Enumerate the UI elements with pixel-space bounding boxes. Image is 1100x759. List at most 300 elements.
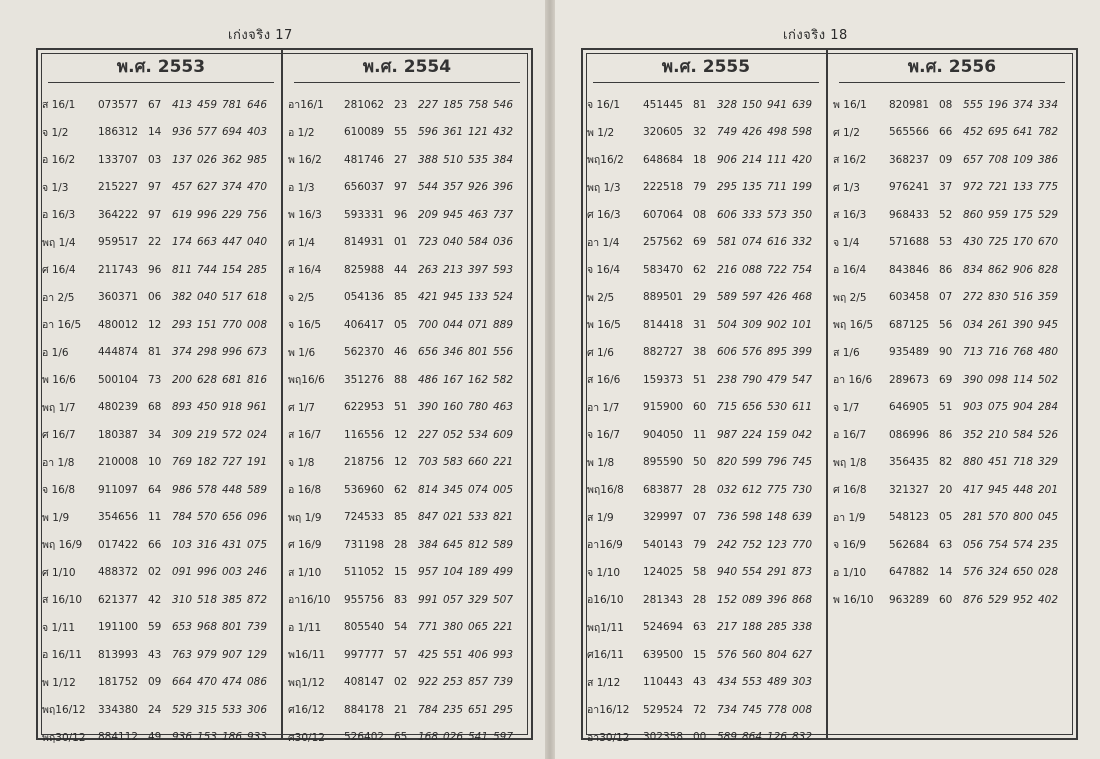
number-3-c: 489 bbox=[767, 676, 788, 689]
draw-date: จ 1/11 bbox=[42, 621, 76, 634]
number-3-c: 541 bbox=[468, 731, 489, 744]
table-row bbox=[42, 146, 280, 174]
number-3-d: 396 bbox=[493, 181, 514, 194]
number-3-b: 754 bbox=[988, 538, 1009, 551]
last-two-digits: 14 bbox=[148, 126, 162, 139]
first-prize: 054136 bbox=[344, 291, 385, 304]
last-two-digits: 83 bbox=[394, 593, 408, 606]
draw-date: อ 16/11 bbox=[42, 649, 82, 662]
draw-date: อ 16/7 bbox=[833, 429, 867, 442]
first-prize: 647882 bbox=[889, 566, 930, 579]
number-3-b: 026 bbox=[197, 153, 218, 166]
number-3-b: 663 bbox=[197, 236, 218, 249]
number-3-c: 533 bbox=[468, 511, 489, 524]
number-3-b: 135 bbox=[742, 181, 763, 194]
number-3-d: 828 bbox=[1038, 263, 1059, 276]
draw-date: ศ 1/2 bbox=[833, 126, 860, 139]
number-3-b: 583 bbox=[443, 456, 464, 469]
table-row bbox=[833, 284, 1071, 312]
last-two-digits: 06 bbox=[148, 291, 162, 304]
number-3-c: 727 bbox=[222, 456, 243, 469]
number-3-b: 708 bbox=[988, 153, 1009, 166]
first-prize: 360371 bbox=[98, 291, 139, 304]
number-3-c: 534 bbox=[468, 428, 489, 441]
first-prize: 687125 bbox=[889, 318, 930, 331]
number-3-d: 359 bbox=[1038, 291, 1059, 304]
number-3-d: 737 bbox=[493, 208, 514, 221]
table-row bbox=[833, 504, 1071, 532]
number-3-a: 293 bbox=[172, 318, 193, 331]
number-3-d: 295 bbox=[493, 703, 514, 716]
number-3-c: 074 bbox=[468, 483, 489, 496]
first-prize: 656037 bbox=[344, 181, 385, 194]
year-title: พ.ศ. 2555 bbox=[593, 50, 819, 83]
number-3-a: 034 bbox=[963, 318, 984, 331]
number-3-d: 191 bbox=[247, 456, 268, 469]
number-3-c: 121 bbox=[468, 126, 489, 139]
number-3-b: 612 bbox=[742, 483, 763, 496]
number-3-a: 736 bbox=[717, 511, 738, 524]
first-prize: 354656 bbox=[98, 511, 139, 524]
table-row bbox=[288, 284, 526, 312]
number-3-a: 991 bbox=[418, 593, 439, 606]
number-3-c: 109 bbox=[1013, 153, 1034, 166]
draw-date: ศ16/11 bbox=[587, 649, 624, 662]
number-3-c: 175 bbox=[1013, 208, 1034, 221]
number-3-a: 656 bbox=[418, 346, 439, 359]
number-3-a: 581 bbox=[717, 236, 738, 249]
number-3-c: 431 bbox=[222, 538, 243, 551]
number-3-a: 876 bbox=[963, 593, 984, 606]
last-two-digits: 62 bbox=[394, 483, 408, 496]
last-two-digits: 66 bbox=[148, 538, 162, 551]
first-prize: 959517 bbox=[98, 236, 139, 249]
table-row bbox=[587, 201, 825, 229]
number-3-b: 470 bbox=[197, 676, 218, 689]
table-row bbox=[587, 394, 825, 422]
number-3-a: 486 bbox=[418, 373, 439, 386]
draw-date: จ 16/4 bbox=[587, 264, 621, 277]
first-prize: 215227 bbox=[98, 181, 139, 194]
number-3-c: 535 bbox=[468, 153, 489, 166]
table-row bbox=[833, 531, 1071, 559]
table-row bbox=[833, 586, 1071, 614]
number-3-a: 168 bbox=[418, 731, 439, 744]
number-3-c: 768 bbox=[1013, 346, 1034, 359]
draw-date: ศ16/12 bbox=[288, 704, 325, 717]
number-3-d: 480 bbox=[1038, 346, 1059, 359]
last-two-digits: 53 bbox=[939, 236, 953, 249]
number-3-b: 333 bbox=[742, 208, 763, 221]
table-row bbox=[42, 256, 280, 284]
first-prize: 480012 bbox=[98, 318, 139, 331]
first-prize: 524694 bbox=[643, 621, 684, 634]
number-3-a: 619 bbox=[172, 208, 193, 221]
number-3-a: 936 bbox=[172, 126, 193, 139]
table-row bbox=[42, 696, 280, 724]
draw-date: อา 1/9 bbox=[833, 511, 866, 524]
number-3-d: 502 bbox=[1038, 373, 1059, 386]
table-row bbox=[833, 366, 1071, 394]
number-3-c: 660 bbox=[468, 456, 489, 469]
number-3-b: 315 bbox=[197, 703, 218, 716]
number-3-b: 098 bbox=[988, 373, 1009, 386]
table-row bbox=[833, 146, 1071, 174]
number-3-a: 906 bbox=[717, 153, 738, 166]
number-3-b: 261 bbox=[988, 318, 1009, 331]
number-3-b: 075 bbox=[988, 401, 1009, 414]
number-3-c: 770 bbox=[222, 318, 243, 331]
draw-date: จ 1/10 bbox=[587, 566, 621, 579]
table-row bbox=[288, 669, 526, 697]
number-3-d: 284 bbox=[1038, 401, 1059, 414]
number-3-b: 945 bbox=[443, 291, 464, 304]
first-prize: 895590 bbox=[643, 456, 684, 469]
number-3-b: 153 bbox=[197, 731, 218, 744]
table-row bbox=[833, 201, 1071, 229]
lottery-table-frame bbox=[581, 48, 1078, 744]
number-3-d: 589 bbox=[247, 483, 268, 496]
number-3-d: 042 bbox=[792, 428, 813, 441]
number-3-c: 718 bbox=[1013, 456, 1034, 469]
number-3-d: 529 bbox=[1038, 208, 1059, 221]
number-3-d: 770 bbox=[792, 538, 813, 551]
result-rows bbox=[833, 83, 1071, 614]
table-row bbox=[288, 586, 526, 614]
number-3-d: 873 bbox=[792, 566, 813, 579]
number-3-a: 209 bbox=[418, 208, 439, 221]
number-3-d: 739 bbox=[493, 676, 514, 689]
table-row bbox=[42, 394, 280, 422]
number-3-d: 730 bbox=[792, 483, 813, 496]
number-3-d: 993 bbox=[493, 648, 514, 661]
number-3-b: 695 bbox=[988, 126, 1009, 139]
draw-date: ส 16/6 bbox=[587, 374, 621, 387]
number-3-c: 906 bbox=[1013, 263, 1034, 276]
number-3-b: 598 bbox=[742, 511, 763, 524]
table-row bbox=[833, 476, 1071, 504]
number-3-d: 593 bbox=[493, 263, 514, 276]
number-3-d: 334 bbox=[1038, 98, 1059, 111]
table-row bbox=[587, 91, 825, 119]
result-rows bbox=[587, 83, 825, 751]
first-prize: 882727 bbox=[643, 346, 684, 359]
number-3-a: 860 bbox=[963, 208, 984, 221]
number-3-c: 362 bbox=[222, 153, 243, 166]
last-two-digits: 68 bbox=[148, 401, 162, 414]
number-3-a: 137 bbox=[172, 153, 193, 166]
last-two-digits: 12 bbox=[394, 428, 408, 441]
number-3-b: 553 bbox=[742, 676, 763, 689]
number-3-d: 872 bbox=[247, 593, 268, 606]
first-prize: 648684 bbox=[643, 153, 684, 166]
last-two-digits: 05 bbox=[939, 511, 953, 524]
last-two-digits: 60 bbox=[939, 593, 953, 606]
number-3-b: 721 bbox=[988, 181, 1009, 194]
number-3-b: 182 bbox=[197, 456, 218, 469]
number-3-b: 357 bbox=[443, 181, 464, 194]
last-two-digits: 50 bbox=[693, 456, 707, 469]
first-prize: 218756 bbox=[344, 456, 385, 469]
first-prize: 884178 bbox=[344, 703, 385, 716]
table-row bbox=[288, 91, 526, 119]
first-prize: 813993 bbox=[98, 648, 139, 661]
last-two-digits: 69 bbox=[693, 236, 707, 249]
draw-date: ศ 16/4 bbox=[42, 264, 76, 277]
draw-date: อา 1/7 bbox=[587, 401, 620, 414]
number-3-b: 752 bbox=[742, 538, 763, 551]
draw-date: ศ 16/3 bbox=[587, 209, 621, 222]
number-3-a: 814 bbox=[418, 483, 439, 496]
number-3-a: 834 bbox=[963, 263, 984, 276]
number-3-c: 781 bbox=[222, 98, 243, 111]
last-two-digits: 97 bbox=[148, 208, 162, 221]
number-3-a: 713 bbox=[963, 346, 984, 359]
number-3-a: 987 bbox=[717, 428, 738, 441]
number-3-a: 529 bbox=[172, 703, 193, 716]
number-3-a: 903 bbox=[963, 401, 984, 414]
table-row bbox=[587, 476, 825, 504]
number-3-c: 895 bbox=[767, 346, 788, 359]
number-3-d: 024 bbox=[247, 428, 268, 441]
number-3-b: 627 bbox=[197, 181, 218, 194]
first-prize: 583470 bbox=[643, 263, 684, 276]
number-3-b: 021 bbox=[443, 511, 464, 524]
number-3-c: 154 bbox=[222, 263, 243, 276]
last-two-digits: 14 bbox=[939, 566, 953, 579]
number-3-b: 040 bbox=[197, 291, 218, 304]
number-3-c: 448 bbox=[222, 483, 243, 496]
number-3-b: 945 bbox=[443, 208, 464, 221]
number-3-d: 961 bbox=[247, 401, 268, 414]
first-prize: 222518 bbox=[643, 181, 684, 194]
table-row bbox=[587, 339, 825, 367]
draw-date: อา 1/8 bbox=[42, 456, 75, 469]
first-prize: 997777 bbox=[344, 648, 385, 661]
last-two-digits: 10 bbox=[148, 456, 162, 469]
number-3-c: 801 bbox=[468, 346, 489, 359]
number-3-b: 224 bbox=[742, 428, 763, 441]
table-row bbox=[42, 559, 280, 587]
first-prize: 562370 bbox=[344, 346, 385, 359]
last-two-digits: 49 bbox=[148, 731, 162, 744]
first-prize: 320605 bbox=[643, 126, 684, 139]
draw-date: อ 16/2 bbox=[42, 154, 76, 167]
last-two-digits: 02 bbox=[394, 676, 408, 689]
last-two-digits: 63 bbox=[939, 538, 953, 551]
number-3-d: 524 bbox=[493, 291, 514, 304]
number-3-c: 159 bbox=[767, 428, 788, 441]
number-3-c: 123 bbox=[767, 538, 788, 551]
number-3-d: 235 bbox=[1038, 538, 1059, 551]
table-row bbox=[42, 91, 280, 119]
number-3-d: 221 bbox=[493, 456, 514, 469]
column-divider bbox=[826, 50, 828, 738]
number-3-c: 857 bbox=[468, 676, 489, 689]
number-3-a: 657 bbox=[963, 153, 984, 166]
last-two-digits: 09 bbox=[148, 676, 162, 689]
first-prize: 904050 bbox=[643, 428, 684, 441]
number-3-d: 386 bbox=[1038, 153, 1059, 166]
number-3-a: 771 bbox=[418, 621, 439, 634]
table-row bbox=[288, 641, 526, 669]
first-prize: 963289 bbox=[889, 593, 930, 606]
number-3-a: 784 bbox=[172, 511, 193, 524]
draw-date: อา 16/5 bbox=[42, 319, 82, 332]
draw-date: พฤ 1/8 bbox=[833, 456, 867, 469]
draw-date: จ 16/8 bbox=[42, 484, 76, 497]
draw-date: อา 2/5 bbox=[42, 291, 75, 304]
number-3-c: 329 bbox=[468, 593, 489, 606]
number-3-a: 784 bbox=[418, 703, 439, 716]
number-3-c: 616 bbox=[767, 236, 788, 249]
last-two-digits: 27 bbox=[394, 153, 408, 166]
number-3-b: 450 bbox=[197, 401, 218, 414]
number-3-c: 694 bbox=[222, 126, 243, 139]
number-3-a: 152 bbox=[717, 593, 738, 606]
number-3-b: 185 bbox=[443, 98, 464, 111]
last-two-digits: 51 bbox=[693, 373, 707, 386]
number-3-c: 148 bbox=[767, 511, 788, 524]
table-row bbox=[42, 724, 280, 752]
table-row bbox=[42, 531, 280, 559]
first-prize: 281062 bbox=[344, 98, 385, 111]
draw-date: อ 16/4 bbox=[833, 264, 867, 277]
number-3-a: 272 bbox=[963, 291, 984, 304]
number-3-a: 413 bbox=[172, 98, 193, 111]
number-3-b: 996 bbox=[197, 208, 218, 221]
first-prize: 451445 bbox=[643, 98, 684, 111]
last-two-digits: 21 bbox=[394, 703, 408, 716]
number-3-b: 830 bbox=[988, 291, 1009, 304]
first-prize: 646905 bbox=[889, 401, 930, 414]
draw-date: พฤ1/11 bbox=[587, 621, 624, 634]
number-3-c: 516 bbox=[1013, 291, 1034, 304]
last-two-digits: 11 bbox=[693, 428, 707, 441]
table-row bbox=[42, 229, 280, 257]
last-two-digits: 42 bbox=[148, 593, 162, 606]
first-prize: 820981 bbox=[889, 98, 930, 111]
table-row bbox=[587, 421, 825, 449]
draw-date: พ 2/5 bbox=[587, 291, 615, 304]
table-row bbox=[42, 311, 280, 339]
first-prize: 356435 bbox=[889, 456, 930, 469]
draw-date: ส 16/1 bbox=[42, 99, 76, 112]
number-3-c: 533 bbox=[222, 703, 243, 716]
draw-date: พ 16/6 bbox=[42, 374, 76, 387]
number-3-b: 160 bbox=[443, 401, 464, 414]
table-row bbox=[288, 366, 526, 394]
number-3-d: 589 bbox=[493, 538, 514, 551]
number-3-a: 596 bbox=[418, 126, 439, 139]
last-two-digits: 23 bbox=[394, 98, 408, 111]
number-3-b: 510 bbox=[443, 153, 464, 166]
number-3-c: 572 bbox=[222, 428, 243, 441]
draw-date: พ 1/2 bbox=[587, 126, 615, 139]
number-3-b: 725 bbox=[988, 236, 1009, 249]
last-two-digits: 07 bbox=[939, 291, 953, 304]
draw-date: จ 1/8 bbox=[288, 456, 315, 469]
number-3-d: 201 bbox=[1038, 483, 1059, 496]
number-3-d: 338 bbox=[792, 621, 813, 634]
table-row bbox=[833, 174, 1071, 202]
number-3-a: 820 bbox=[717, 456, 738, 469]
number-3-c: 804 bbox=[767, 648, 788, 661]
first-prize: 915900 bbox=[643, 401, 684, 414]
last-two-digits: 28 bbox=[693, 483, 707, 496]
table-row bbox=[42, 201, 280, 229]
number-3-c: 189 bbox=[468, 566, 489, 579]
first-prize: 511052 bbox=[344, 566, 385, 579]
number-3-d: 350 bbox=[792, 208, 813, 221]
number-3-a: 811 bbox=[172, 263, 193, 276]
draw-date: พฤ30/12 bbox=[42, 731, 86, 744]
last-two-digits: 96 bbox=[394, 208, 408, 221]
number-3-c: 812 bbox=[468, 538, 489, 551]
draw-date: อา16/10 bbox=[288, 594, 331, 607]
number-3-d: 399 bbox=[792, 346, 813, 359]
number-3-b: 324 bbox=[988, 566, 1009, 579]
number-3-a: 091 bbox=[172, 566, 193, 579]
number-3-d: 597 bbox=[493, 731, 514, 744]
number-3-b: 253 bbox=[443, 676, 464, 689]
number-3-a: 940 bbox=[717, 566, 738, 579]
number-3-c: 111 bbox=[767, 153, 788, 166]
number-3-a: 227 bbox=[418, 98, 439, 111]
number-3-d: 499 bbox=[493, 566, 514, 579]
number-3-c: 584 bbox=[468, 236, 489, 249]
number-3-a: 576 bbox=[717, 648, 738, 661]
table-row bbox=[288, 476, 526, 504]
number-3-b: 459 bbox=[197, 98, 218, 111]
number-3-b: 196 bbox=[988, 98, 1009, 111]
number-3-a: 217 bbox=[717, 621, 738, 634]
number-3-d: 639 bbox=[792, 98, 813, 111]
last-two-digits: 85 bbox=[394, 291, 408, 304]
last-two-digits: 00 bbox=[693, 731, 707, 744]
first-prize: 536960 bbox=[344, 483, 385, 496]
draw-date: อ 16/8 bbox=[288, 484, 322, 497]
number-3-a: 328 bbox=[717, 98, 738, 111]
first-prize: 565566 bbox=[889, 126, 930, 139]
number-3-b: 996 bbox=[197, 566, 218, 579]
last-two-digits: 81 bbox=[693, 98, 707, 111]
number-3-a: 309 bbox=[172, 428, 193, 441]
table-row bbox=[288, 449, 526, 477]
number-3-c: 904 bbox=[1013, 401, 1034, 414]
column-divider bbox=[281, 50, 283, 738]
first-prize: 186312 bbox=[98, 126, 139, 139]
number-3-c: 641 bbox=[1013, 126, 1034, 139]
number-3-d: 821 bbox=[493, 511, 514, 524]
last-two-digits: 15 bbox=[394, 566, 408, 579]
number-3-b: 628 bbox=[197, 373, 218, 386]
number-3-c: 397 bbox=[468, 263, 489, 276]
number-3-c: 133 bbox=[468, 291, 489, 304]
last-two-digits: 28 bbox=[693, 593, 707, 606]
draw-date: พฤ 1/3 bbox=[587, 181, 621, 194]
last-two-digits: 12 bbox=[394, 456, 408, 469]
number-3-b: 554 bbox=[742, 566, 763, 579]
number-3-a: 703 bbox=[418, 456, 439, 469]
number-3-a: 606 bbox=[717, 208, 738, 221]
number-3-a: 421 bbox=[418, 291, 439, 304]
last-two-digits: 37 bbox=[939, 181, 953, 194]
number-3-a: 734 bbox=[717, 703, 738, 716]
last-two-digits: 65 bbox=[394, 731, 408, 744]
draw-date: พฤ 16/5 bbox=[833, 319, 874, 332]
first-prize: 159373 bbox=[643, 373, 684, 386]
